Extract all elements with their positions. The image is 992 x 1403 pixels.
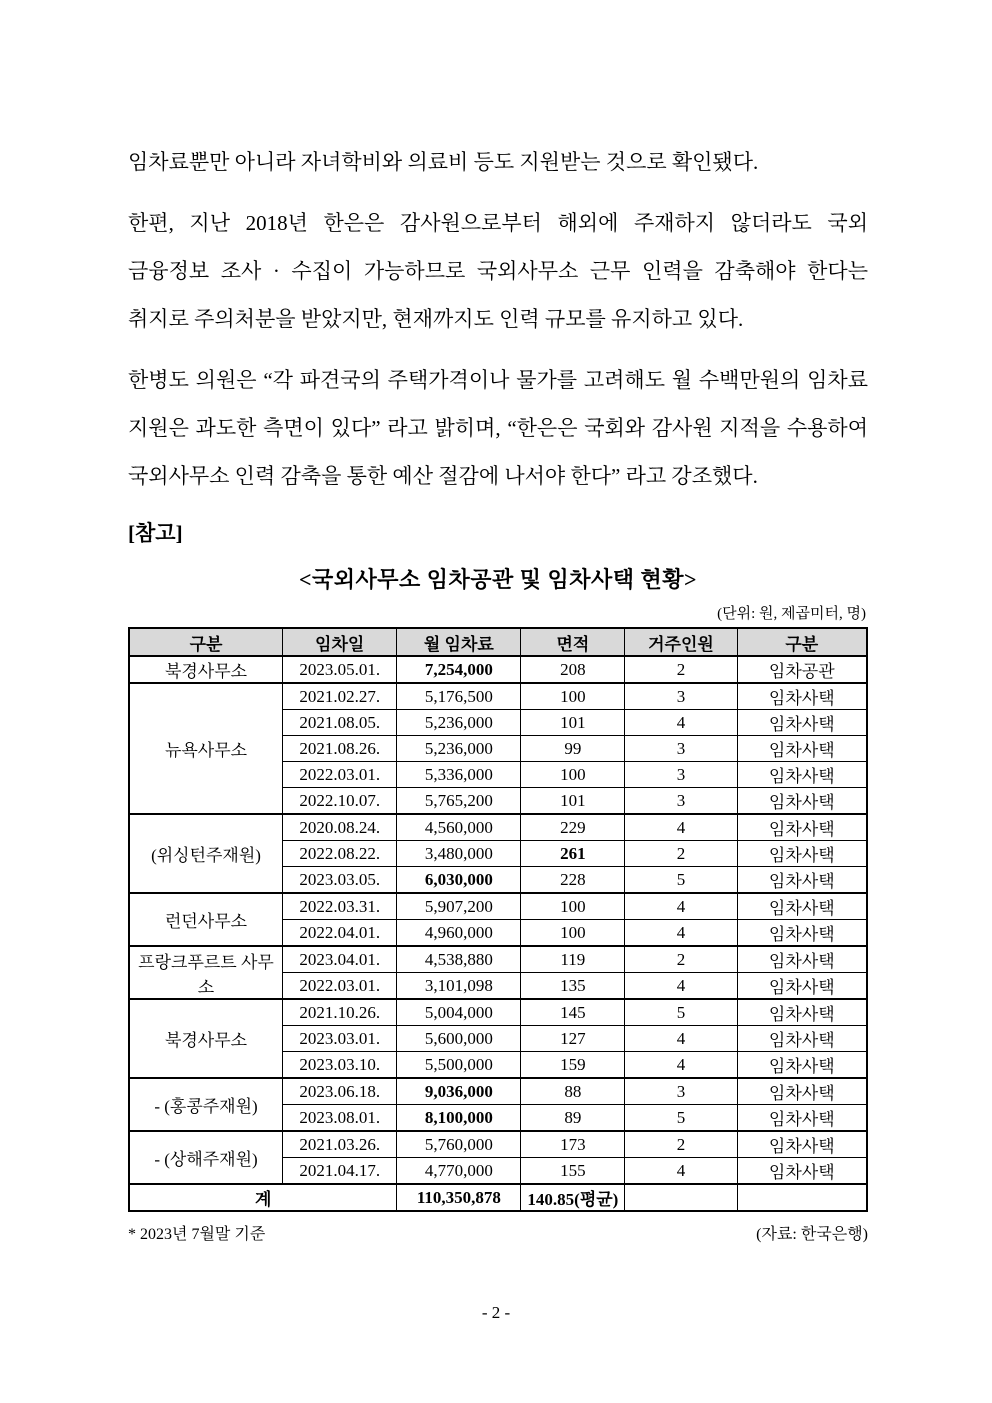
lease-date-cell: 2022.03.01. <box>283 762 397 788</box>
header-type: 구분 <box>737 628 867 656</box>
lease-date-cell: 2022.03.01. <box>283 973 397 1000</box>
lease-date-cell: 2023.05.01. <box>283 656 397 683</box>
total-area-cell: 140.85(평균) <box>521 1184 625 1211</box>
total-type-cell <box>737 1184 867 1211</box>
occupants-cell: 2 <box>625 841 737 867</box>
table-footnotes <box>128 1221 868 1244</box>
occupants-cell: 3 <box>625 762 737 788</box>
type-cell: 임차사택 <box>737 973 867 1000</box>
area-cell: 159 <box>521 1052 625 1079</box>
type-cell: 임차사택 <box>737 946 867 973</box>
body-paragraph: 임차료뿐만 아니라 자녀학비와 의료비 등도 지원받는 것으로 확인됐다. <box>128 150 759 174</box>
table-row <box>129 946 867 973</box>
rental-status-table <box>128 627 868 1212</box>
area-cell: 100 <box>521 893 625 920</box>
area-cell: 101 <box>521 710 625 736</box>
area-cell: 99 <box>521 736 625 762</box>
occupants-cell: 3 <box>625 788 737 815</box>
rent-cell: 5,236,000 <box>397 736 521 762</box>
occupants-cell: 4 <box>625 973 737 1000</box>
type-cell: 임차사택 <box>737 814 867 841</box>
office-name-cell: 북경사무소 <box>129 999 283 1078</box>
area-cell: 135 <box>521 973 625 1000</box>
lease-date-cell: 2021.03.26. <box>283 1131 397 1158</box>
area-cell: 173 <box>521 1131 625 1158</box>
occupants-cell: 4 <box>625 920 737 947</box>
type-cell: 임차공관 <box>737 656 867 683</box>
occupants-cell: 4 <box>625 814 737 841</box>
rent-cell: 5,760,000 <box>397 1131 521 1158</box>
lease-date-cell: 2020.08.24. <box>283 814 397 841</box>
rent-cell: 4,960,000 <box>397 920 521 947</box>
type-cell: 임차사택 <box>737 999 867 1026</box>
rent-cell: 6,030,000 <box>397 867 521 894</box>
footnote-source: (자료: 한국은행) <box>756 1226 868 1243</box>
area-cell: 101 <box>521 788 625 815</box>
page-number: - 2 - <box>481 1303 511 1322</box>
area-cell: 89 <box>521 1105 625 1132</box>
type-cell: 임차사택 <box>737 1105 867 1132</box>
lease-date-cell: 2021.08.05. <box>283 710 397 736</box>
area-cell: 208 <box>521 656 625 683</box>
rent-cell: 4,770,000 <box>397 1158 521 1185</box>
header-category: 구분 <box>129 628 283 656</box>
rent-cell: 3,101,098 <box>397 973 521 1000</box>
type-cell: 임차사택 <box>737 1026 867 1052</box>
occupants-cell: 4 <box>625 893 737 920</box>
lease-date-cell: 2022.08.22. <box>283 841 397 867</box>
table-row <box>129 893 867 920</box>
occupants-cell: 4 <box>625 1026 737 1052</box>
lease-date-cell: 2023.04.01. <box>283 946 397 973</box>
occupants-cell: 3 <box>625 683 737 710</box>
rent-cell: 7,254,000 <box>397 656 521 683</box>
area-cell: 155 <box>521 1158 625 1185</box>
lease-date-cell: 2021.04.17. <box>283 1158 397 1185</box>
type-cell: 임차사택 <box>737 710 867 736</box>
table-title: <국외사무소 임차공관 및 임차사택 현황> <box>298 567 698 592</box>
type-cell: 임차사택 <box>737 1078 867 1105</box>
area-cell: 228 <box>521 867 625 894</box>
reference-label: [참고] <box>128 521 183 545</box>
lease-date-cell: 2023.03.05. <box>283 867 397 894</box>
header-area: 면적 <box>521 628 625 656</box>
office-name-cell: - (홍콩주재원) <box>129 1078 283 1131</box>
table-row <box>129 1131 867 1158</box>
table-row <box>129 814 867 841</box>
occupants-cell: 2 <box>625 946 737 973</box>
table-unit-note: (단위: 원, 제곱미터, 명) <box>717 606 866 622</box>
rent-cell: 5,600,000 <box>397 1026 521 1052</box>
type-cell: 임차사택 <box>737 762 867 788</box>
table-row <box>129 999 867 1026</box>
header-lease-date: 임차일 <box>283 628 397 656</box>
rent-cell: 9,036,000 <box>397 1078 521 1105</box>
type-cell: 임차사택 <box>737 788 867 815</box>
type-cell: 임차사택 <box>737 893 867 920</box>
occupants-cell: 4 <box>625 1158 737 1185</box>
occupants-cell: 5 <box>625 867 737 894</box>
area-cell: 100 <box>521 762 625 788</box>
table-total-row <box>129 1184 867 1211</box>
office-name-cell: 북경사무소 <box>129 656 283 683</box>
table-row <box>129 1078 867 1105</box>
occupants-cell: 4 <box>625 710 737 736</box>
header-occupants: 거주인원 <box>625 628 737 656</box>
type-cell: 임차사택 <box>737 1131 867 1158</box>
lease-date-cell: 2023.06.18. <box>283 1078 397 1105</box>
body-paragraph: 한편, 지난 2018년 한은은 감사원으로부터 해외에 주재하지 않더라도 국외 금융정보 조사 · 수집이 가능하므로 국외사무소 근무 인력을 감축해야 한다는 취지로 주의처분을 받았지만, 현재까지도 인력 규모를 유지하고 있다. <box>128 211 868 331</box>
area-cell: 88 <box>521 1078 625 1105</box>
type-cell: 임차사택 <box>737 683 867 710</box>
lease-date-cell: 2022.10.07. <box>283 788 397 815</box>
lease-date-cell: 2021.08.26. <box>283 736 397 762</box>
table-header-row <box>129 628 867 656</box>
type-cell: 임차사택 <box>737 1052 867 1079</box>
header-monthly-rent: 월 임차료 <box>397 628 521 656</box>
lease-date-cell: 2022.03.31. <box>283 893 397 920</box>
type-cell: 임차사택 <box>737 867 867 894</box>
lease-date-cell: 2022.04.01. <box>283 920 397 947</box>
occupants-cell: 3 <box>625 736 737 762</box>
rent-cell: 5,765,200 <box>397 788 521 815</box>
rent-cell: 4,538,880 <box>397 946 521 973</box>
total-occupants-cell <box>625 1184 737 1211</box>
type-cell: 임차사택 <box>737 736 867 762</box>
lease-date-cell: 2021.02.27. <box>283 683 397 710</box>
area-cell: 100 <box>521 683 625 710</box>
office-name-cell: 뉴욕사무소 <box>129 683 283 814</box>
rent-cell: 5,500,000 <box>397 1052 521 1079</box>
type-cell: 임차사택 <box>737 1158 867 1185</box>
type-cell: 임차사택 <box>737 841 867 867</box>
office-name-cell: 프랑크푸르트 사무소 <box>129 946 283 999</box>
occupants-cell: 2 <box>625 1131 737 1158</box>
area-cell: 100 <box>521 920 625 947</box>
area-cell: 119 <box>521 946 625 973</box>
area-cell: 127 <box>521 1026 625 1052</box>
office-name-cell: - (상해주재원) <box>129 1131 283 1184</box>
footnote-basis: * 2023년 7월말 기준 <box>128 1226 266 1243</box>
lease-date-cell: 2023.03.10. <box>283 1052 397 1079</box>
area-cell: 145 <box>521 999 625 1026</box>
rent-cell: 5,004,000 <box>397 999 521 1026</box>
type-cell: 임차사택 <box>737 920 867 947</box>
table-row <box>129 683 867 710</box>
office-name-cell: 런던사무소 <box>129 893 283 946</box>
occupants-cell: 5 <box>625 1105 737 1132</box>
occupants-cell: 5 <box>625 999 737 1026</box>
area-cell: 229 <box>521 814 625 841</box>
occupants-cell: 3 <box>625 1078 737 1105</box>
lease-date-cell: 2023.03.01. <box>283 1026 397 1052</box>
page-content <box>128 138 868 1244</box>
total-rent-cell: 110,350,878 <box>397 1184 521 1211</box>
occupants-cell: 2 <box>625 656 737 683</box>
lease-date-cell: 2023.08.01. <box>283 1105 397 1132</box>
area-cell: 261 <box>521 841 625 867</box>
rent-cell: 5,236,000 <box>397 710 521 736</box>
rent-cell: 5,907,200 <box>397 893 521 920</box>
office-name-cell: (위싱턴주재원) <box>129 814 283 893</box>
rent-cell: 5,336,000 <box>397 762 521 788</box>
lease-date-cell: 2021.10.26. <box>283 999 397 1026</box>
rent-cell: 8,100,000 <box>397 1105 521 1132</box>
occupants-cell: 4 <box>625 1052 737 1079</box>
body-paragraph: 한병도 의원은 “각 파견국의 주택가격이나 물가를 고려해도 월 수백만원의 임차료 지원은 과도한 측면이 있다” 라고 밝히며, “한은은 국회와 감사원 지적을 수용하여 국외사무소 인력 감축을 통한 예산 절감에 나서야 한다” 라고 강조했다. <box>128 368 868 488</box>
rent-cell: 3,480,000 <box>397 841 521 867</box>
rent-cell: 5,176,500 <box>397 683 521 710</box>
total-label-cell: 계 <box>129 1184 397 1211</box>
rent-cell: 4,560,000 <box>397 814 521 841</box>
table-row <box>129 656 867 683</box>
